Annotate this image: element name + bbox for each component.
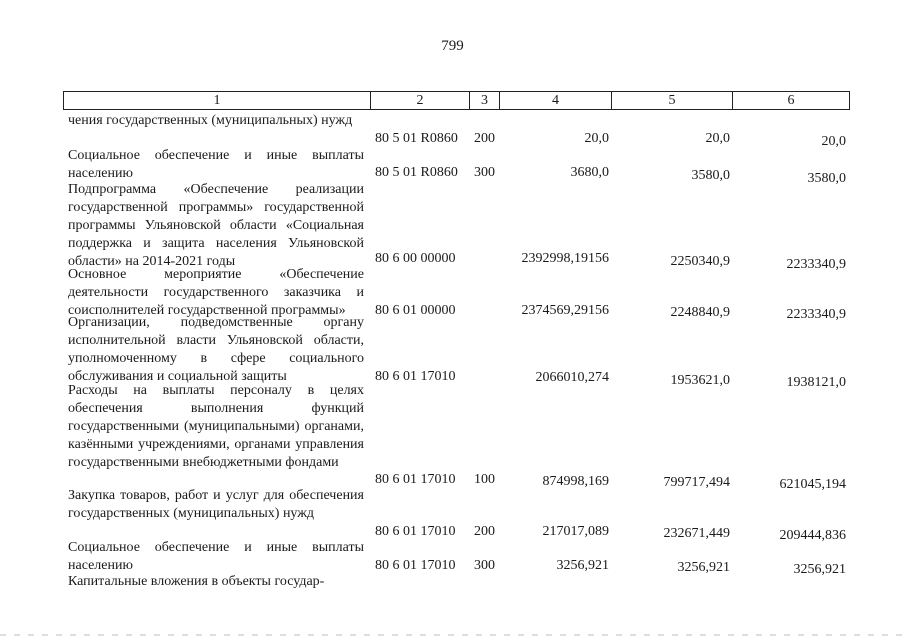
row-description: Капитальные вложения в объекты государ- <box>68 574 325 589</box>
row-value-col6: 621045,194 <box>779 477 846 492</box>
row-value-col5: 3580,0 <box>691 168 730 183</box>
scan-noise-line <box>0 634 905 636</box>
row-value-col4: 217017,089 <box>542 524 609 539</box>
row-description: Закупка товаров, работ и услуг для обеспечения государственных (муниципальных) нужд <box>68 488 364 521</box>
header-col-6: 6 <box>787 93 795 108</box>
row-value-col6: 1938121,0 <box>786 375 846 390</box>
row-value-col4: 3680,0 <box>570 165 609 180</box>
row-code: 80 6 01 17010 <box>375 558 456 573</box>
row-expense-type: 100 <box>474 472 495 487</box>
row-code: 80 5 01 R0860 <box>375 131 458 146</box>
row-value-col5: 3256,921 <box>677 560 730 575</box>
header-col-3: 3 <box>470 92 500 109</box>
row-code: 80 6 01 17010 <box>375 524 456 539</box>
row-value-col6: 2233340,9 <box>786 257 846 272</box>
header-col-5: 5 <box>612 92 733 109</box>
row-value-col4: 874998,169 <box>542 474 609 489</box>
page-number: 799 <box>441 38 464 54</box>
row-description: чения государственных (муниципальных) нужд <box>68 113 353 128</box>
row-code: 80 6 01 00000 <box>375 303 456 318</box>
row-expense-type: 300 <box>474 558 495 573</box>
row-description: Основное мероприятие «Обеспечение деятельности государственного заказчика и соисполнителей государственной программы» <box>68 267 364 318</box>
row-value-col6: 209444,836 <box>779 528 846 543</box>
header-col-1: 1 <box>64 92 371 109</box>
row-value-col6: 3256,921 <box>793 562 846 577</box>
header-col-2: 2 <box>371 92 470 109</box>
row-value-col4: 20,0 <box>584 131 609 146</box>
row-description: Социальное обеспечение и иные выплаты населению <box>68 148 364 181</box>
header-col-4: 4 <box>500 92 612 109</box>
row-description: Подпрограмма «Обеспечение реализации государственной программы» государственной программы Ульяновской области «Социальная поддержка и защита населения Ульяновской области» на 2014-2021 годы <box>68 182 364 269</box>
row-value-col6: 20,0 <box>821 134 846 149</box>
row-value-col4: 2374569,29156 <box>521 303 609 318</box>
row-expense-type: 200 <box>474 524 495 539</box>
row-value-col4: 2066010,274 <box>535 370 609 385</box>
row-value-col5: 799717,494 <box>663 475 730 490</box>
row-value-col5: 2248840,9 <box>670 305 730 320</box>
row-value-col6: 2233340,9 <box>786 307 846 322</box>
row-value-col5: 2250340,9 <box>670 254 730 269</box>
row-description: Организации, подведомственные органу исполнительной власти Ульяновской области, уполномоченному в сфере социального обслуживания и социальной защиты <box>68 315 364 384</box>
row-value-col6: 3580,0 <box>807 171 846 186</box>
row-value-col4: 3256,921 <box>556 558 609 573</box>
row-value-col5: 1953621,0 <box>670 373 730 388</box>
row-code: 80 6 01 17010 <box>375 369 456 384</box>
row-code: 80 6 00 00000 <box>375 251 456 266</box>
row-expense-type: 200 <box>474 131 495 146</box>
row-value-col5: 20,0 <box>705 131 730 146</box>
row-description: Социальное обеспечение и иные выплаты населению <box>68 540 364 573</box>
row-code: 80 6 01 17010 <box>375 472 456 487</box>
row-code: 80 5 01 R0860 <box>375 165 458 180</box>
row-expense-type: 300 <box>474 165 495 180</box>
table-header <box>63 91 850 110</box>
row-value-col4: 2392998,19156 <box>521 251 609 266</box>
row-value-col5: 232671,449 <box>663 526 730 541</box>
row-description: Расходы на выплаты персоналу в целях обеспечения выполнения функций государственными (муниципальными) органами, казёнными учреждениями, органами управления государственными внебюджетными фондами <box>68 383 364 470</box>
